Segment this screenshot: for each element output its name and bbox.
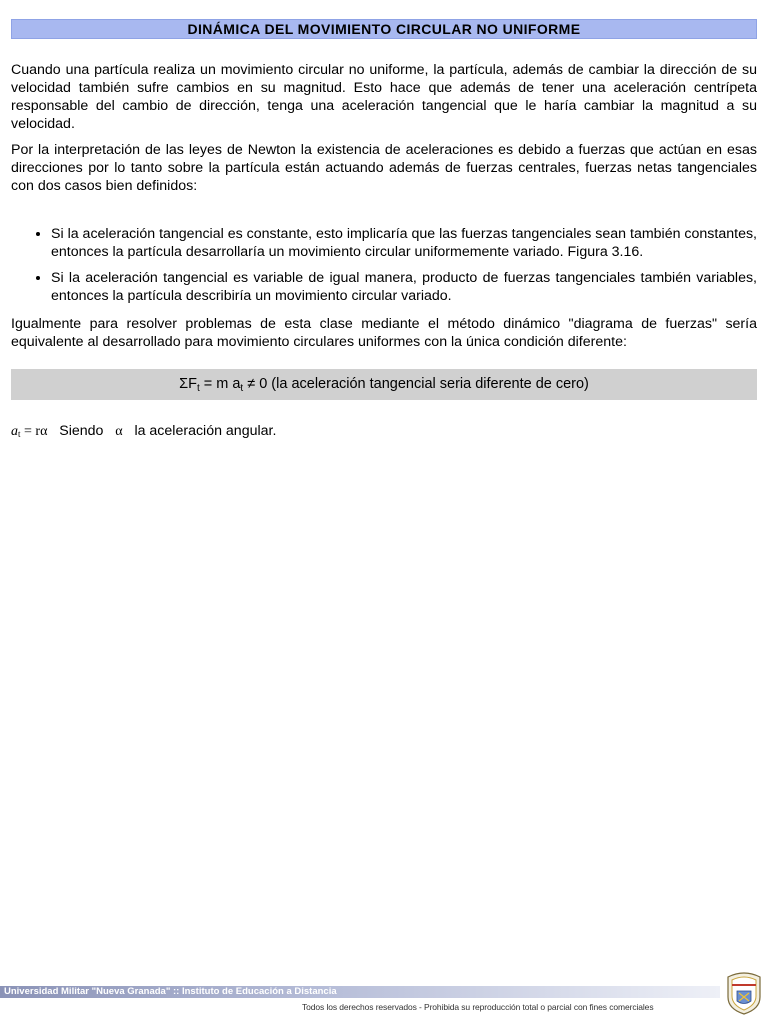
equation-middle: = m a [199, 376, 241, 392]
equation-rest: ≠ 0 (la aceleración tangencial seria diferente de cero) [243, 376, 589, 392]
relation-formula: $a_t = r\alpha$ [11, 424, 48, 439]
page-title: DINÁMICA DEL MOVIMIENTO CIRCULAR NO UNIFORME [11, 19, 757, 39]
relation-description: la aceleración angular. [134, 423, 277, 439]
footer-institution: Universidad Militar "Nueva Granada" :: Instituto de Educación a Distancia [0, 986, 720, 998]
paragraph-newton: Por la interpretación de las leyes de Newton la existencia de aceleraciones es debido a fuerzas que actúan en esas direcciones por lo tanto sobre la partícula están actuando además de fuerzas centrales, fuerzas netas tangenciales con dos casos bien definidos: [11, 142, 757, 194]
equation-sub: t [240, 383, 244, 394]
university-shield-icon [724, 971, 764, 1015]
angular-relation [11, 422, 757, 441]
list-item: • Si la aceleración tangencial es constante, esto implicaría que las fuerzas tangenciales sean también constantes, entonces la partícula desarrollaría un movimiento circular uniformemente variado. Figura 3.16. [51, 225, 757, 261]
paragraph-method: Igualmente para resolver problemas de esta clase mediante el método dinámico "diagrama de fuerzas" sería equivalente al desarrollado para movimiento circulares uniformes con la única condición diferente: [11, 316, 757, 350]
equation-sum: ΣF [179, 376, 197, 392]
list-item: • Si la aceleración tangencial es variable de igual manera, producto de fuerzas tangenciales también variables, entonces la partícula describiría un movimiento circular variado. [51, 269, 757, 305]
equation-sub: t [196, 383, 200, 394]
cases-list [11, 225, 757, 305]
relation-alpha: α [115, 424, 123, 439]
page-content [11, 19, 757, 441]
paragraph-intro: Cuando una partícula realiza un movimiento circular no uniforme, la partícula, además de cambiar la dirección de su velocidad también sufre cambios en su magnitud. Esto hace que además de tener una aceleración centrípeta responsable del cambio de dirección, tenga una aceleración tangencial que le haría cambiar la magnitud a su velocidad. [11, 62, 757, 132]
footer-rights: Todos los derechos reservados - Prohibida su reproducción total o parcial con fines comerciales [302, 1002, 654, 1012]
page-footer [0, 983, 768, 1024]
equation-box [11, 369, 757, 400]
relation-siendo: Siendo [59, 423, 104, 439]
